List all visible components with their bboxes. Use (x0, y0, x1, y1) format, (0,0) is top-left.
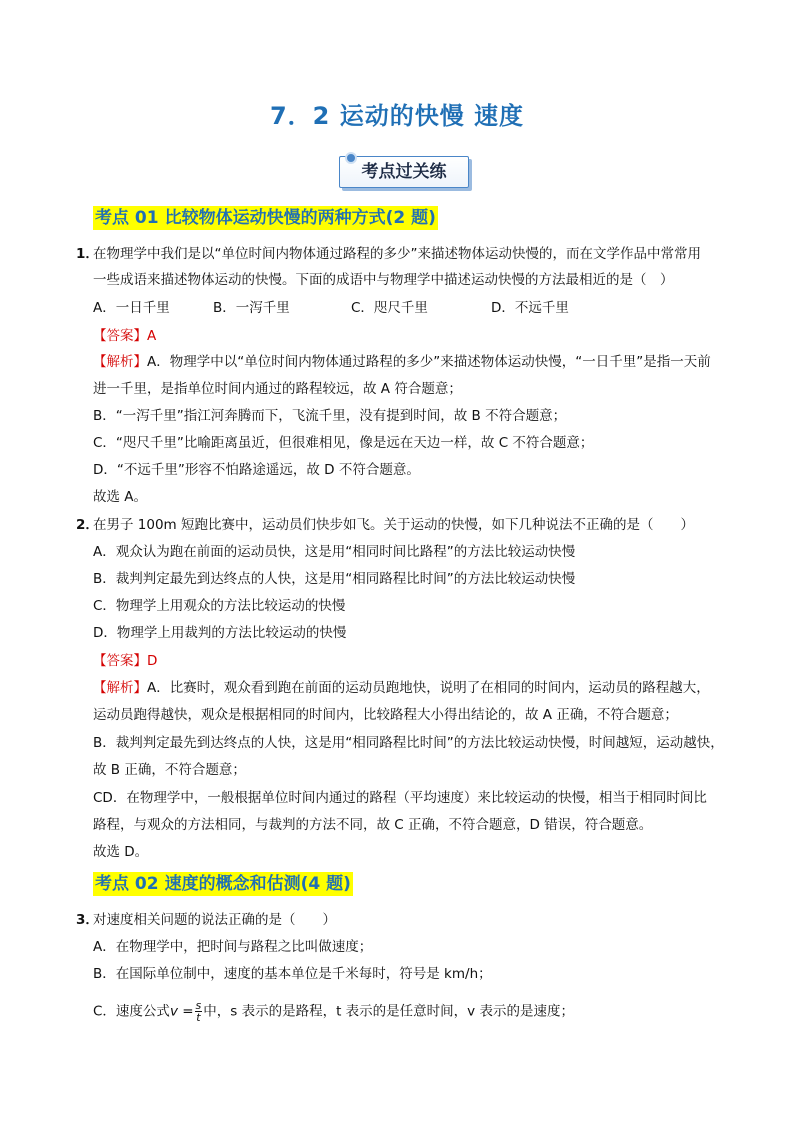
q1-analysis-line-3: B．“一泻千里”指江河奔腾而下，飞流千里，没有提到时间，故 B 不符合题意； (93, 408, 567, 424)
badge-label: 考点过关练 (339, 156, 469, 188)
section-label: 考点 02 (95, 874, 159, 894)
answer-value: A (147, 328, 157, 344)
option-c-suffix: 中，s 表示的是路程，t 表示的是任意时间，v 表示的是速度； (203, 1003, 574, 1020)
q1-stem-line-2: 一些成语来描述物体运动的快慢。下面的成语中与物理学中描述运动快慢的方法最相近的是（ ） (93, 272, 674, 288)
section-title: 比较物体运动快慢的两种方式(2 题) (164, 208, 436, 228)
q1-conclusion: 故选 A。 (93, 489, 148, 505)
q3-option-c (93, 1000, 574, 1023)
pin-icon (345, 152, 357, 164)
page-title: 7．2 运动的快慢 速度 (269, 102, 525, 130)
analysis-text: A．物理学中以“单位时间内物体通过路程的多少”来描述物体运动快慢，“一日千里”是指一天前 (147, 354, 711, 370)
q1-analysis-line-1 (93, 352, 711, 372)
q1-option-b: B．一泻千里 (213, 300, 290, 316)
formula-numerator: s (195, 999, 202, 1012)
formula-lhs: v = (169, 1003, 194, 1020)
q2-option-b: B．裁判判定最先到达终点的人快，这是用“相同路程比时间”的方法比较运动快慢 (93, 571, 576, 587)
q1-options (93, 298, 569, 318)
q2-analysis-line-3: B．裁判判定最先到达终点的人快，这是用“相同路程比时间”的方法比较运动快慢，时间越短，运动越快， (93, 735, 724, 751)
formula-denominator: t (196, 1011, 201, 1024)
analysis-label: 【解析】 (93, 354, 147, 370)
q2-answer (93, 651, 157, 671)
q2-analysis-line-4: 故 B 正确，不符合题意； (93, 762, 246, 778)
q1-stem-line-1: 在物理学中我们是以“单位时间内物体通过路程的多少”来描述物体运动快慢的，而在文学作品中常常用 (93, 246, 701, 262)
q2-analysis-line-5: CD．在物理学中，一般根据单位时间内通过的路程（平均速度）来比较运动的快慢，相当于相同时间比 (93, 790, 707, 806)
q2-stem: 在男子 100m 短跑比赛中，运动员们快步如飞。关于运动的快慢，如下几种说法不正确的是（ ） (93, 517, 694, 533)
q1-analysis-line-5: D．“不远千里”形容不怕路途遥远，故 D 不符合题意。 (93, 462, 420, 478)
section-title: 速度的概念和估测(4 题) (164, 874, 351, 894)
section-heading-1 (93, 206, 438, 230)
analysis-label: 【解析】 (93, 680, 147, 696)
q1-option-d: D．不远千里 (491, 300, 569, 316)
q1-analysis-line-4: C．“咫尺千里”比喻距离虽近，但很难相见，像是远在天边一样，故 C 不符合题意； (93, 435, 594, 451)
formula-fraction (195, 1000, 203, 1023)
q1-option-a: A．一日千里 (93, 300, 170, 316)
q2-option-d: D．物理学上用裁判的方法比较运动的快慢 (93, 625, 347, 641)
q3-option-a: A．在物理学中，把时间与路程之比叫做速度； (93, 939, 373, 955)
answer-label: 【答案】 (93, 653, 147, 669)
q2-option-a: A．观众认为跑在前面的运动员快，这是用“相同时间比路程”的方法比较运动快慢 (93, 544, 576, 560)
q2-analysis-line-1 (93, 678, 710, 698)
answer-label: 【答案】 (93, 328, 147, 344)
question-number-1: 1． (76, 246, 99, 262)
option-c-prefix: C．速度公式 (93, 1003, 170, 1020)
q1-option-c: C．咫尺千里 (351, 300, 428, 316)
section-label: 考点 01 (95, 208, 159, 228)
q1-answer (93, 326, 156, 346)
answer-value: D (147, 653, 158, 669)
section-heading-2 (93, 872, 353, 896)
q1-analysis-line-2: 进一千里，是指单位时间内通过的路程较远，故 A 符合题意； (93, 381, 462, 397)
question-number-2: 2． (76, 517, 99, 533)
q2-conclusion: 故选 D。 (93, 844, 149, 860)
question-number-3: 3． (76, 912, 99, 928)
analysis-text: A．比赛时，观众看到跑在前面的运动员跑地快，说明了在相同的时间内，运动员的路程越大， (147, 680, 710, 696)
q3-option-b: B．在国际单位制中，速度的基本单位是千米每时，符号是 km/h； (93, 966, 492, 982)
q2-analysis-line-2: 运动员跑得越快，观众是根据相同的时间内，比较路程大小得出结论的，故 A 正确，不符合题意； (93, 707, 678, 723)
q3-stem: 对速度相关问题的说法正确的是（ ） (93, 912, 336, 928)
q2-analysis-line-6: 路程，与观众的方法相同，与裁判的方法不同，故 C 正确，不符合题意，D 错误，符合题意。 (93, 817, 653, 833)
q2-option-c: C．物理学上用观众的方法比较运动的快慢 (93, 598, 346, 614)
section-badge (339, 152, 475, 192)
